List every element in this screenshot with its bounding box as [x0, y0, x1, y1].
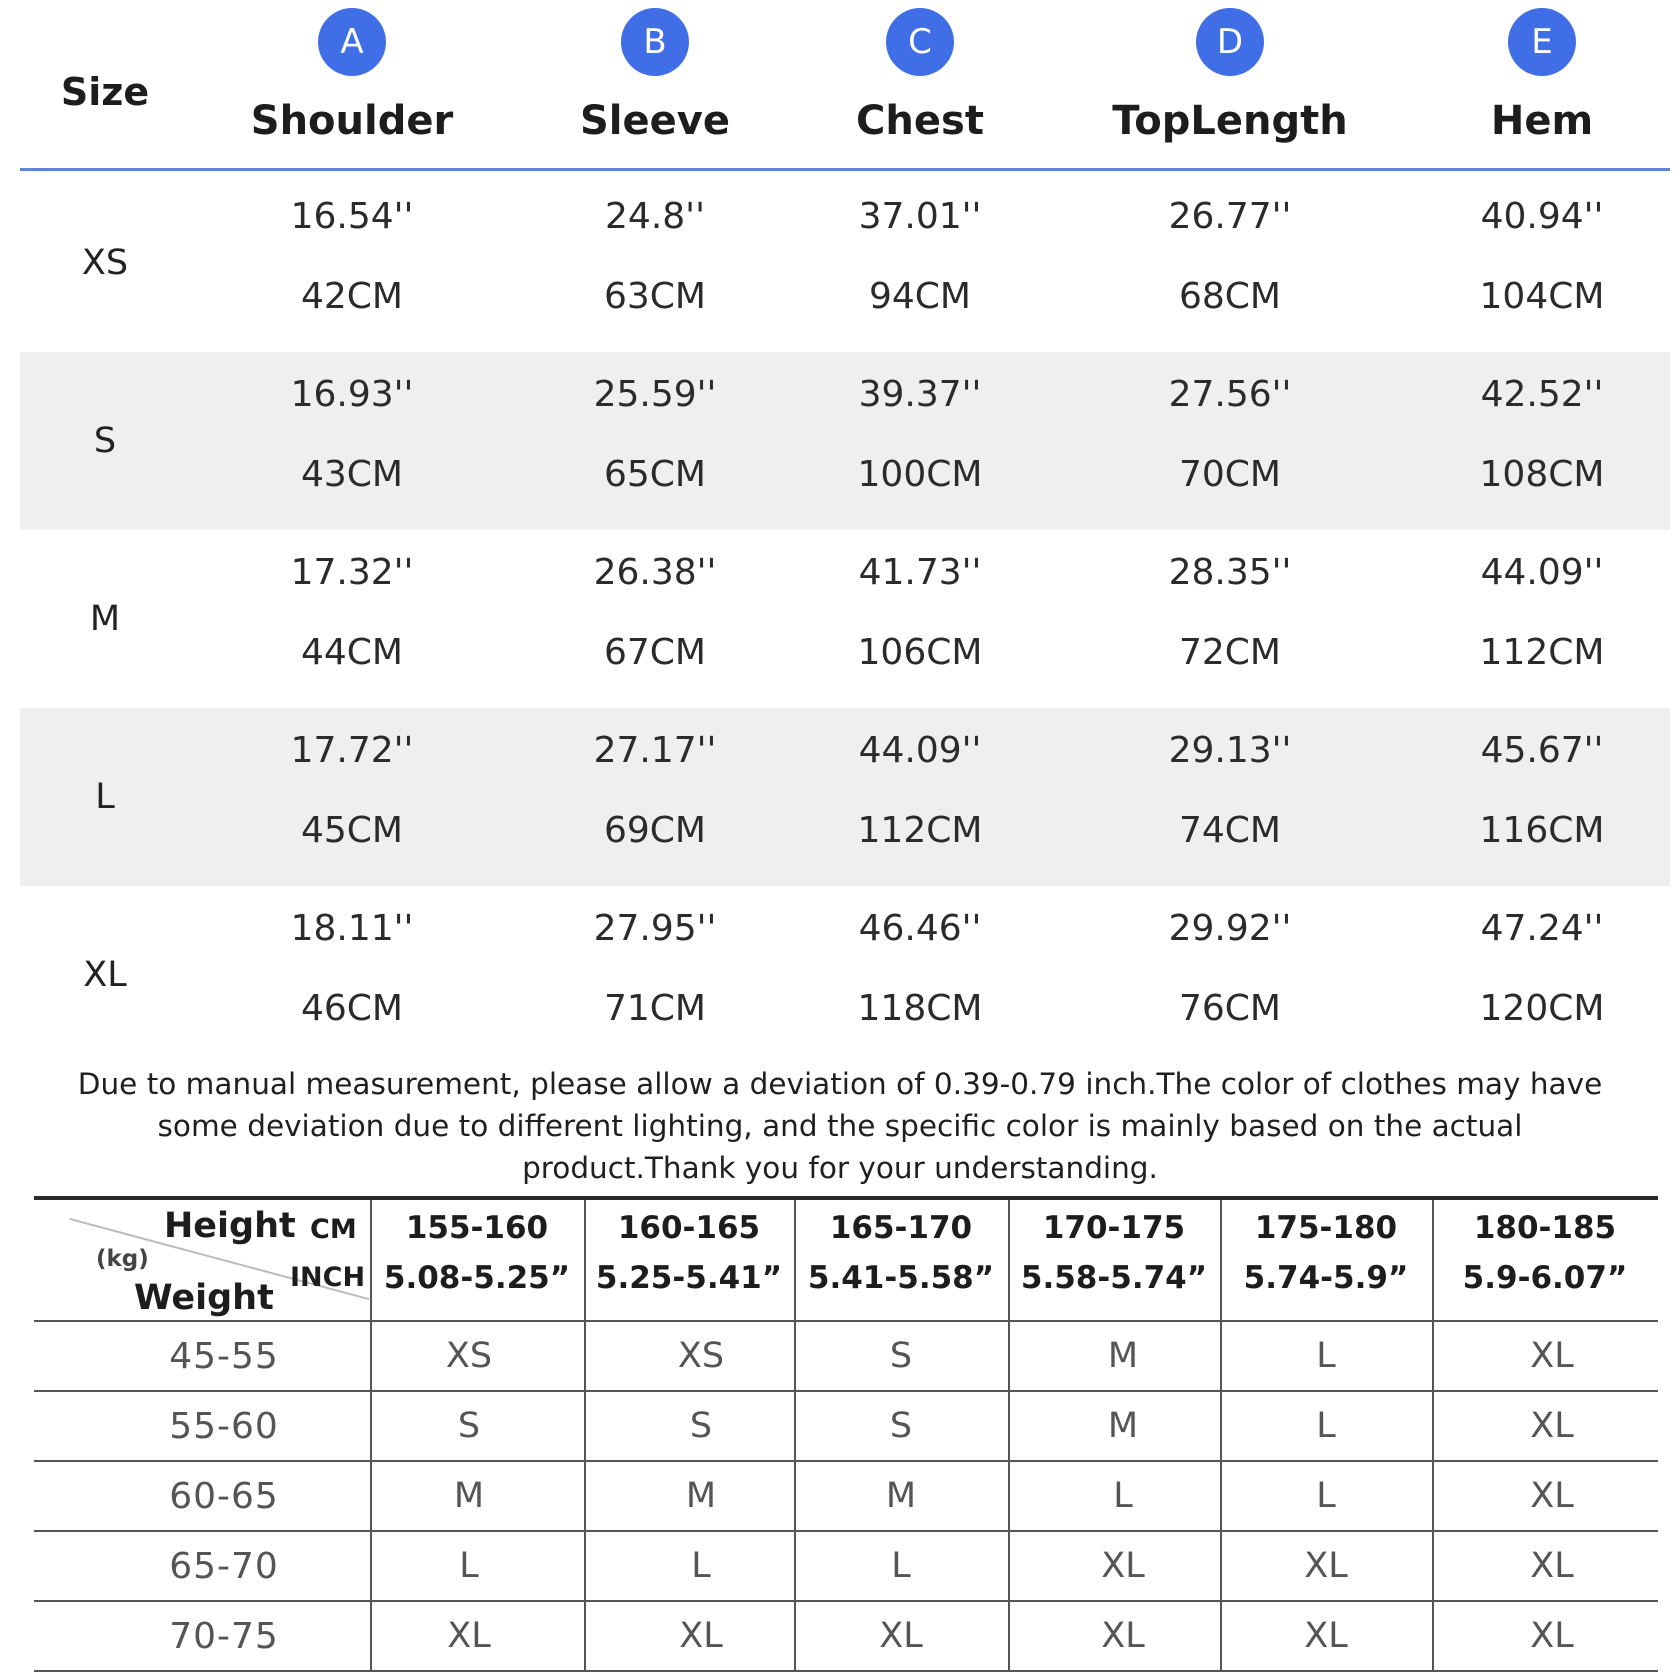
- size-cell: XS: [677, 1336, 725, 1376]
- measurement-cell: [1090, 908, 1370, 1029]
- size-cell: L: [1316, 1476, 1336, 1516]
- inch-value: 29.92'': [1168, 908, 1292, 949]
- header-divider: [20, 168, 1670, 171]
- badge-a: A: [318, 8, 386, 76]
- cm-value: 71CM: [603, 988, 706, 1029]
- column-name: Sleeve: [580, 98, 730, 144]
- inch-value: 47.24'': [1480, 908, 1604, 949]
- height-cm: 155-160: [405, 1210, 549, 1246]
- size-cell: XL: [1530, 1616, 1574, 1656]
- note-line: some deviation due to different lighting, and the specific color is mainly based on the actual: [157, 1109, 1523, 1143]
- kg-unit-label: (kg): [96, 1246, 149, 1272]
- size-cell: XS: [445, 1336, 493, 1376]
- inch-value: 16.54'': [290, 196, 414, 237]
- inch-value: 39.37'': [858, 374, 982, 415]
- height-cm: 160-165: [617, 1210, 761, 1246]
- size-cell: L: [459, 1546, 479, 1586]
- inch-value: 28.35'': [1168, 552, 1292, 593]
- height-cm: 180-185: [1473, 1210, 1617, 1246]
- cm-value: 106CM: [857, 632, 983, 673]
- cm-value: 70CM: [1178, 454, 1281, 495]
- cm-value: 46CM: [300, 988, 403, 1029]
- inch-value: 18.11'': [290, 908, 414, 949]
- height-inch: 5.08-5.25”: [383, 1260, 571, 1296]
- size-cell: L: [1316, 1336, 1336, 1376]
- row-divider: [34, 1670, 1658, 1672]
- size-cell: M: [1107, 1336, 1139, 1376]
- cm-value: 65CM: [603, 454, 706, 495]
- column-name: Shoulder: [250, 98, 454, 144]
- height-header: [1008, 1210, 1220, 1296]
- inch-value: 42.52'': [1480, 374, 1604, 415]
- weight-label: 60-65: [169, 1476, 279, 1517]
- size-row-xl: [20, 886, 1670, 1064]
- measurement-cell: [212, 552, 492, 673]
- measurement-cell: [515, 908, 795, 1029]
- size-label: M: [89, 599, 121, 639]
- cm-value: 43CM: [300, 454, 403, 495]
- measurement-cell: [780, 730, 1060, 851]
- size-cell: S: [889, 1406, 913, 1446]
- badge-d: D: [1196, 8, 1264, 76]
- row-divider: [34, 1320, 1658, 1322]
- cm-value: 104CM: [1479, 276, 1605, 317]
- size-row-xs: [20, 174, 1670, 352]
- measurement-cell: [212, 374, 492, 495]
- height-header: [1432, 1210, 1658, 1296]
- inch-value: 45.67'': [1480, 730, 1604, 771]
- cm-value: 112CM: [1479, 632, 1605, 673]
- inch-value: 44.09'': [858, 730, 982, 771]
- size-cell: L: [891, 1546, 911, 1586]
- height-axis-label: Height: [164, 1206, 296, 1246]
- cm-value: 72CM: [1178, 632, 1281, 673]
- inch-value: 41.73'': [858, 552, 982, 593]
- measurement-note: [40, 1063, 1640, 1189]
- size-cell: XL: [1304, 1616, 1348, 1656]
- measurement-cell: [1402, 730, 1680, 851]
- weight-label: 55-60: [169, 1406, 279, 1447]
- cm-unit-label: CM: [310, 1214, 357, 1245]
- size-cell: XL: [1530, 1406, 1574, 1446]
- measurement-cell: [780, 196, 1060, 317]
- size-row-m: [20, 530, 1670, 708]
- inch-value: 24.8'': [605, 196, 705, 237]
- height-header: [1220, 1210, 1432, 1296]
- inch-value: 17.72'': [290, 730, 414, 771]
- inch-value: 44.09'': [1480, 552, 1604, 593]
- height-inch: 5.58-5.74”: [1020, 1260, 1208, 1296]
- cm-value: 67CM: [603, 632, 706, 673]
- measurement-cell: [780, 908, 1060, 1029]
- measurement-cell: [1402, 196, 1680, 317]
- inch-value: 27.17'': [593, 730, 717, 771]
- size-cell: XL: [447, 1616, 491, 1656]
- measurement-cell: [1090, 196, 1370, 317]
- size-cell: XL: [1530, 1546, 1574, 1586]
- cm-value: 116CM: [1479, 810, 1605, 851]
- measurement-header: [0, 0, 1680, 176]
- size-cell: M: [885, 1476, 917, 1516]
- inch-value: 16.93'': [290, 374, 414, 415]
- inch-value: 26.38'': [593, 552, 717, 593]
- inch-value: 37.01'': [858, 196, 982, 237]
- measurement-cell: [1402, 908, 1680, 1029]
- size-cell: S: [689, 1406, 713, 1446]
- size-cell: M: [453, 1476, 485, 1516]
- height-cm: 175-180: [1254, 1210, 1398, 1246]
- weight-label: 70-75: [169, 1616, 279, 1657]
- row-divider: [34, 1390, 1658, 1392]
- cm-value: 100CM: [857, 454, 983, 495]
- measurement-cell: [1090, 374, 1370, 495]
- cm-value: 74CM: [1178, 810, 1281, 851]
- height-header: [584, 1210, 794, 1296]
- row-divider: [34, 1460, 1658, 1462]
- measurement-cell: [1402, 552, 1680, 673]
- inch-value: 17.32'': [290, 552, 414, 593]
- size-cell: S: [889, 1336, 913, 1376]
- measurement-cell: [515, 196, 795, 317]
- inch-value: 27.56'': [1168, 374, 1292, 415]
- column-header-sleeve: [515, 0, 795, 144]
- measurement-cell: [212, 908, 492, 1029]
- measurement-cell: [212, 196, 492, 317]
- cm-value: 94CM: [868, 276, 971, 317]
- inch-value: 27.95'': [593, 908, 717, 949]
- cm-value: 45CM: [300, 810, 403, 851]
- table-top-border: [34, 1196, 1658, 1200]
- size-label: XS: [81, 243, 129, 283]
- column-header-hem: [1402, 0, 1680, 144]
- inch-value: 46.46'': [858, 908, 982, 949]
- row-divider: [34, 1530, 1658, 1532]
- size-cell: XL: [1304, 1546, 1348, 1586]
- height-cm: 170-175: [1042, 1210, 1186, 1246]
- inch-value: 40.94'': [1480, 196, 1604, 237]
- size-cell: M: [1107, 1406, 1139, 1446]
- column-name: Hem: [1490, 98, 1594, 144]
- size-label: L: [95, 777, 115, 817]
- column-header-shoulder: [212, 0, 492, 144]
- note-line: Due to manual measurement, please allow a deviation of 0.39-0.79 inch.The color of clothes may have: [77, 1067, 1603, 1101]
- height-header: [794, 1210, 1008, 1296]
- size-row-l: [20, 708, 1670, 886]
- inch-value: 25.59'': [593, 374, 717, 415]
- size-cell: XL: [679, 1616, 723, 1656]
- column-header-toplength: [1090, 0, 1370, 144]
- cm-value: 42CM: [300, 276, 403, 317]
- height-header: [370, 1210, 584, 1296]
- size-row-s: [20, 352, 1670, 530]
- measurement-cell: [515, 730, 795, 851]
- cm-value: 63CM: [603, 276, 706, 317]
- cm-value: 69CM: [603, 810, 706, 851]
- inch-value: 26.77'': [1168, 196, 1292, 237]
- badge-b: B: [621, 8, 689, 76]
- size-label: S: [93, 421, 117, 461]
- measurement-cell: [780, 552, 1060, 673]
- inch-unit-label: INCH: [290, 1262, 366, 1293]
- size-cell: XL: [1101, 1616, 1145, 1656]
- cm-value: 108CM: [1479, 454, 1605, 495]
- height-inch: 5.25-5.41”: [595, 1260, 783, 1296]
- weight-axis-label: Weight: [134, 1278, 274, 1318]
- size-header: Size: [60, 70, 150, 114]
- badge-e: E: [1508, 8, 1576, 76]
- weight-label: 65-70: [169, 1546, 279, 1587]
- size-cell: M: [685, 1476, 717, 1516]
- column-name: TopLength: [1112, 98, 1348, 144]
- cm-value: 76CM: [1178, 988, 1281, 1029]
- size-cell: XL: [1530, 1476, 1574, 1516]
- inch-value: 29.13'': [1168, 730, 1292, 771]
- size-cell: XL: [1530, 1336, 1574, 1376]
- weight-label: 45-55: [169, 1336, 279, 1377]
- measurement-cell: [515, 374, 795, 495]
- cm-value: 120CM: [1479, 988, 1605, 1029]
- size-cell: XL: [1101, 1546, 1145, 1586]
- measurement-cell: [212, 730, 492, 851]
- height-cm: 165-170: [829, 1210, 973, 1246]
- cm-value: 112CM: [857, 810, 983, 851]
- size-cell: L: [1113, 1476, 1133, 1516]
- measurement-cell: [515, 552, 795, 673]
- size-cell: XL: [879, 1616, 923, 1656]
- size-label: XL: [83, 955, 127, 995]
- size-cell: S: [457, 1406, 481, 1446]
- column-name: Chest: [856, 98, 984, 144]
- size-cell: L: [691, 1546, 711, 1586]
- row-divider: [34, 1600, 1658, 1602]
- note-line: product.Thank you for your understanding.: [522, 1151, 1158, 1185]
- measurement-cell: [1402, 374, 1680, 495]
- height-inch: 5.41-5.58”: [807, 1260, 995, 1296]
- height-inch: 5.74-5.9”: [1243, 1260, 1409, 1296]
- cm-value: 118CM: [857, 988, 983, 1029]
- column-header-chest: [780, 0, 1060, 144]
- cm-value: 68CM: [1178, 276, 1281, 317]
- size-cell: L: [1316, 1406, 1336, 1446]
- measurement-cell: [1090, 730, 1370, 851]
- measurement-cell: [1090, 552, 1370, 673]
- badge-c: C: [886, 8, 954, 76]
- height-inch: 5.9-6.07”: [1462, 1260, 1628, 1296]
- cm-value: 44CM: [300, 632, 403, 673]
- measurement-cell: [780, 374, 1060, 495]
